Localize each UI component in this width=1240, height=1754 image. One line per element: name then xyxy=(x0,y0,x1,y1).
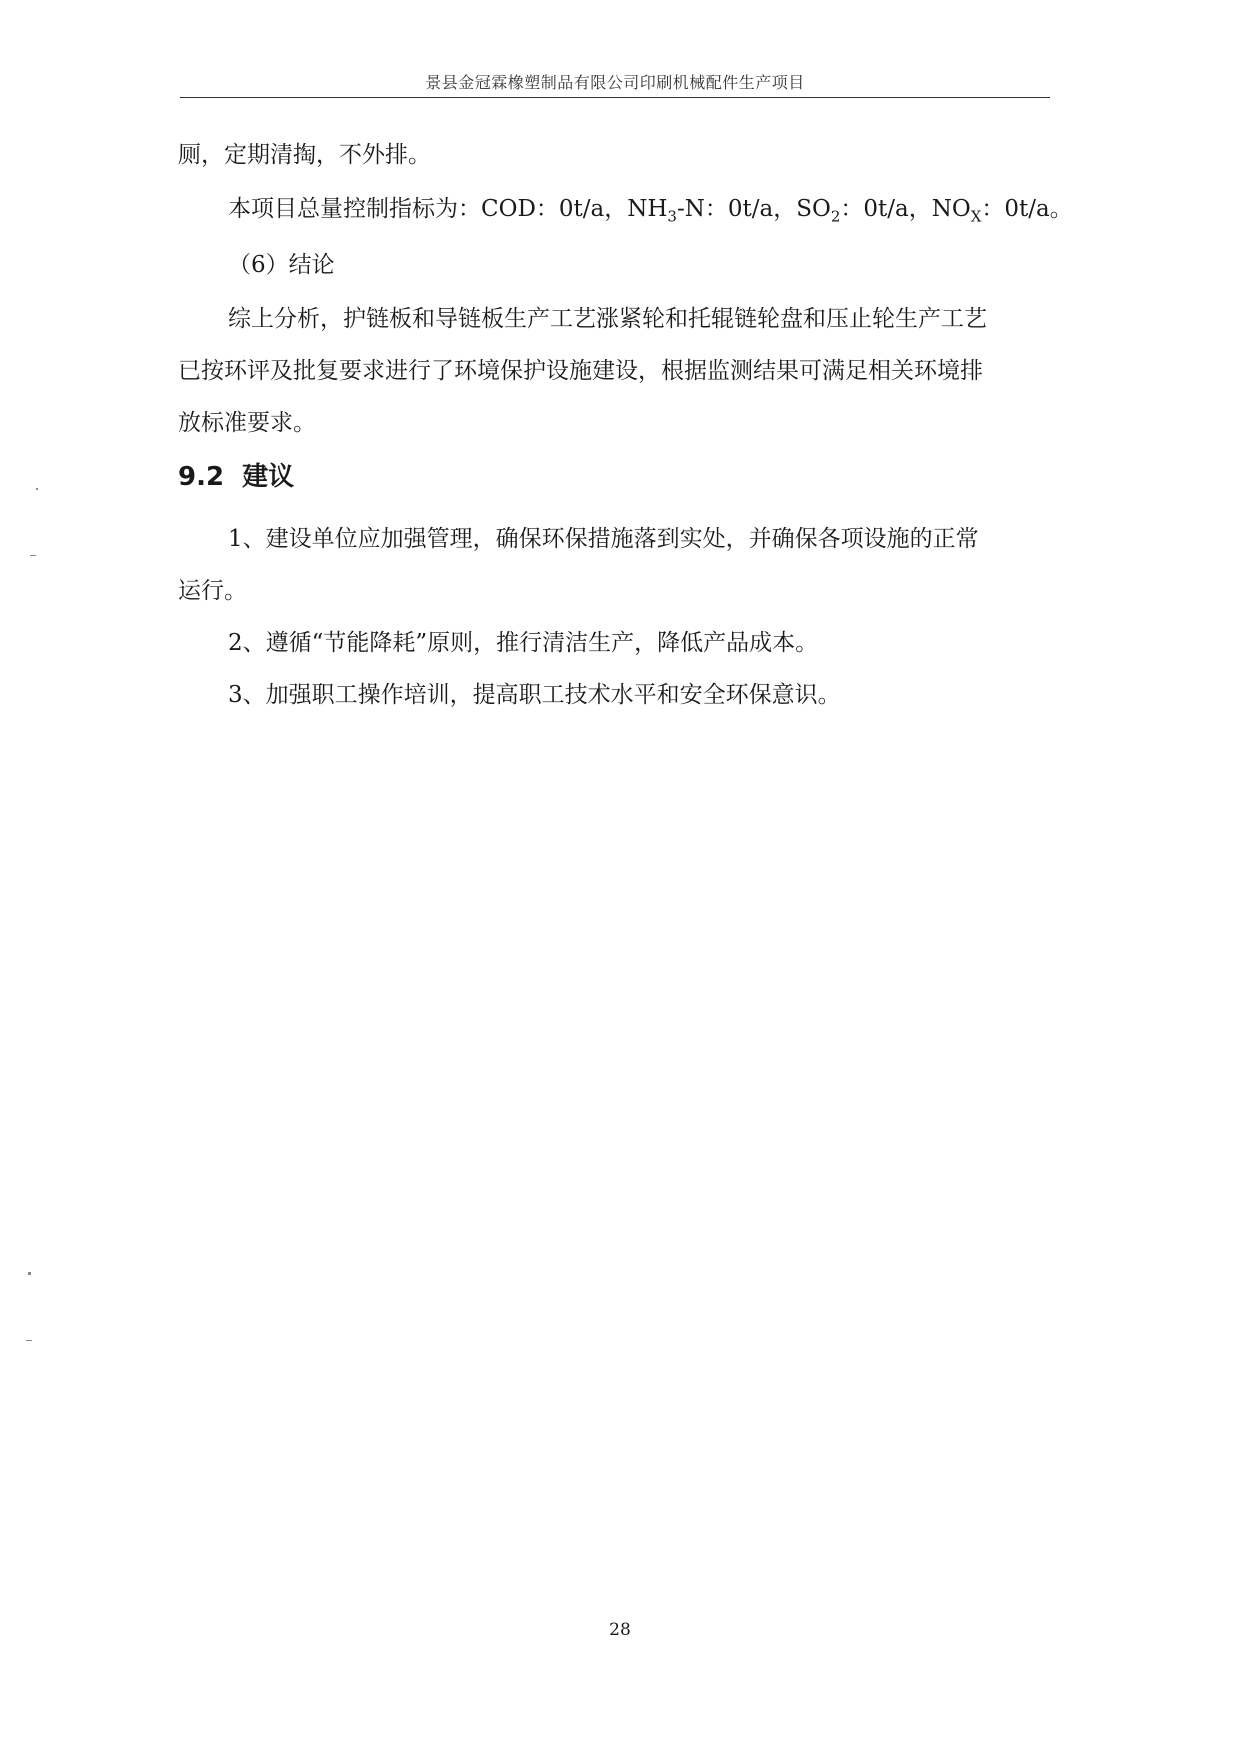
conclusion-line: 综上分析，护链板和导链板生产工艺涨紧轮和托辊链轮盘和压止轮生产工艺 xyxy=(228,306,987,332)
scan-speck xyxy=(36,488,38,490)
text-span: 本项目总量控制指标为：COD：0t/a，NH xyxy=(228,196,668,222)
total-control-paragraph xyxy=(228,194,1098,232)
text-span: ：0t/a。 xyxy=(981,196,1073,222)
suggestion-item: 2、遵循“节能降耗”原则，推行清洁生产，降低产品成本。 xyxy=(228,630,819,656)
text-span: ：0t/a，NO xyxy=(840,196,971,222)
conclusion-line: 放标准要求。 xyxy=(178,410,316,436)
subscript: 3 xyxy=(667,207,677,226)
subscript: 2 xyxy=(830,207,841,226)
page-number: 28 xyxy=(609,1620,631,1640)
page-header: 景县金冠霖橡塑制品有限公司印刷机械配件生产项目 xyxy=(425,73,805,92)
section-heading xyxy=(178,460,294,494)
header-rule xyxy=(180,97,1050,98)
scan-speck xyxy=(30,555,36,556)
conclusion-heading: （6）结论 xyxy=(228,252,335,278)
section-title: 建议 xyxy=(242,462,295,492)
suggestion-item: 1、建设单位应加强管理，确保环保措施落到实处，并确保各项设施的正常 xyxy=(228,526,979,552)
text-span: -N：0t/a，SO xyxy=(676,196,831,222)
paragraph-line: 厕，定期清掏，不外排。 xyxy=(178,142,431,168)
suggestion-item-continued: 运行。 xyxy=(178,578,247,604)
scan-speck xyxy=(28,1272,31,1275)
subscript: X xyxy=(970,207,982,226)
suggestion-item: 3、加强职工操作培训，提高职工技术水平和安全环保意识。 xyxy=(228,682,841,708)
section-number: 9.2 xyxy=(178,462,225,492)
conclusion-line: 已按环评及批复要求进行了环境保护设施建设，根据监测结果可满足相关环境排 xyxy=(178,358,983,384)
scan-speck xyxy=(26,1340,32,1341)
